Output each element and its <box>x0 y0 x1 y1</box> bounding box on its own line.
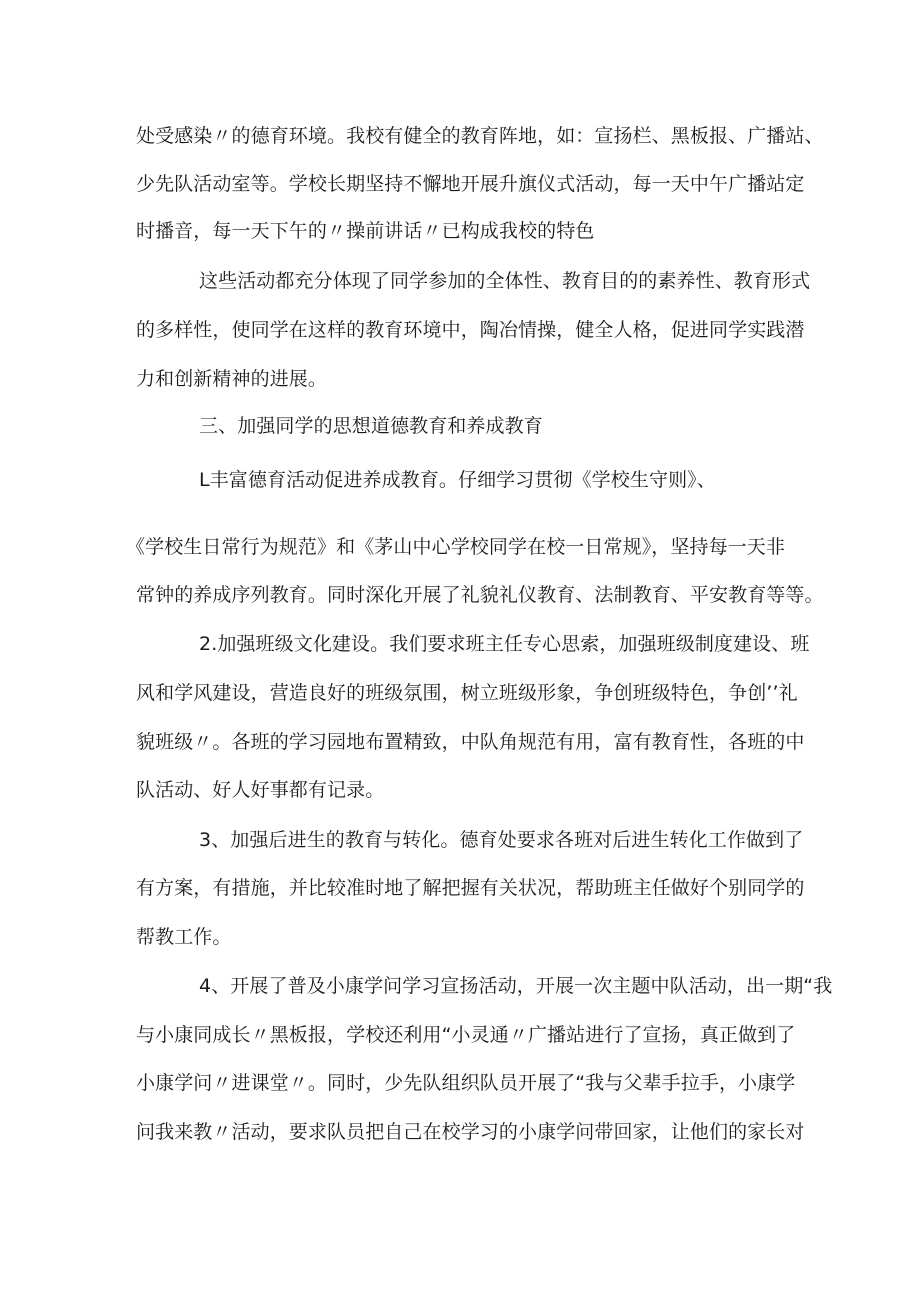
text-line: 帮教工作。 <box>136 926 232 948</box>
text-line: 3、加强后进生的教育与转化。德育处要求各班对后进生转化工作做到了 <box>199 829 804 851</box>
text-line: 时播音，每一天下午的〃操前讲话〃已构成我校的特色 <box>136 220 595 242</box>
text-line: 2.加强班级文化建设。我们要求班主任专心思索，加强班级制度建设、班 <box>199 633 810 655</box>
text-line: L丰富德育活动促进养成教育。仔细学习贯彻《学校生守则》、 <box>199 469 716 491</box>
text-line: 貌班级〃。各班的学习园地布置精致，中队角规范有用，富有教育性，各班的中 <box>136 731 805 753</box>
text-line: 风和学风建设，营造良好的班级氛围，树立班级形象，争创班级特色，争创’’礼 <box>136 682 798 704</box>
text-line: 力和创新精神的进展。 <box>136 368 328 390</box>
text-line: 常钟的养成序列教育。同时深化开展了礼貌礼仪教育、法制教育、平安教育等等。 <box>136 584 824 606</box>
text-line: 队活动、好人好事都有记录。 <box>136 779 385 801</box>
text-line: 4、开展了普及小康学问学习宣扬活动，开展一次主题中队活动，出一期“我 <box>199 975 833 997</box>
text-line: 少先队活动室等。学校长期坚持不懈地开展升旗仪式活动，每一天中午广播站定 <box>136 173 805 195</box>
text-line: 《学校生日常行为规范》和《茅山中心学校同学在校一日常规》，坚持每一天非 <box>126 536 786 558</box>
section-heading: 三、加强同学的思想道德教育和养成教育 <box>199 415 543 437</box>
text-line: 与小康同成长〃黑板报，学校还利用“小灵通〃广播站进行了宣扬，真正做到了 <box>136 1024 796 1046</box>
text-line: 有方案，有措施，并比较准时地了解把握有关状况，帮助班主任做好个别同学的 <box>136 877 805 899</box>
text-line: 的多样性，使同学在这样的教育环境中，陶冶情操，健全人格，促进同学实践潜 <box>136 319 805 341</box>
text-line: 处受感染〃的德育环境。我校有健全的教育阵地，如：宣扬栏、黑板报、广播站、 <box>136 125 824 147</box>
text-line: 小康学问〃进课堂〃。同时，少先队组织队员开展了“我与父辈手拉手，小康学 <box>136 1072 796 1094</box>
text-line: 这些活动都充分体现了同学参加的全体性、教育目的的素养性、教育形式 <box>199 270 811 292</box>
text-line: 问我来教〃活动，要求队员把自己在校学习的小康学问带回家，让他们的家长对 <box>136 1121 805 1143</box>
